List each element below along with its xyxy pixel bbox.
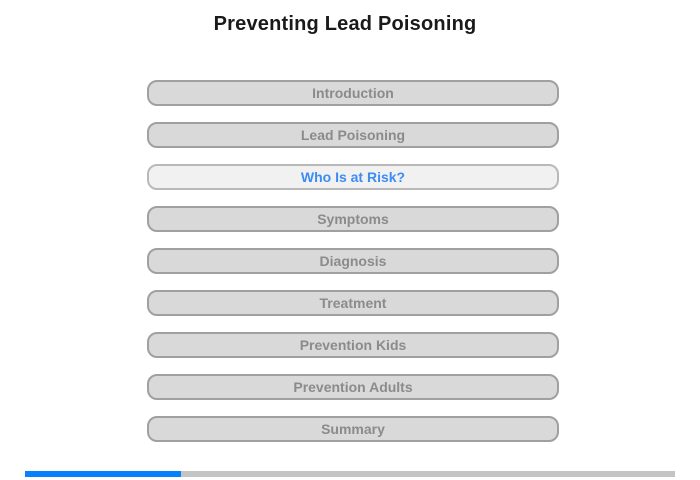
nav-item-who-is-at-risk[interactable]: Who Is at Risk? (147, 164, 559, 190)
nav-item-introduction[interactable]: Introduction (147, 80, 559, 106)
progress-bar-fill (25, 471, 181, 477)
section-nav (147, 80, 559, 458)
nav-item-lead-poisoning[interactable]: Lead Poisoning (147, 122, 559, 148)
nav-item-prevention-kids[interactable]: Prevention Kids (147, 332, 559, 358)
nav-item-diagnosis[interactable]: Diagnosis (147, 248, 559, 274)
page-title: Preventing Lead Poisoning (213, 13, 477, 35)
nav-item-prevention-adults[interactable]: Prevention Adults (147, 374, 559, 400)
nav-item-symptoms[interactable]: Symptoms (147, 206, 559, 232)
progress-bar-track (25, 471, 675, 477)
nav-item-summary[interactable]: Summary (147, 416, 559, 442)
nav-item-treatment[interactable]: Treatment (147, 290, 559, 316)
